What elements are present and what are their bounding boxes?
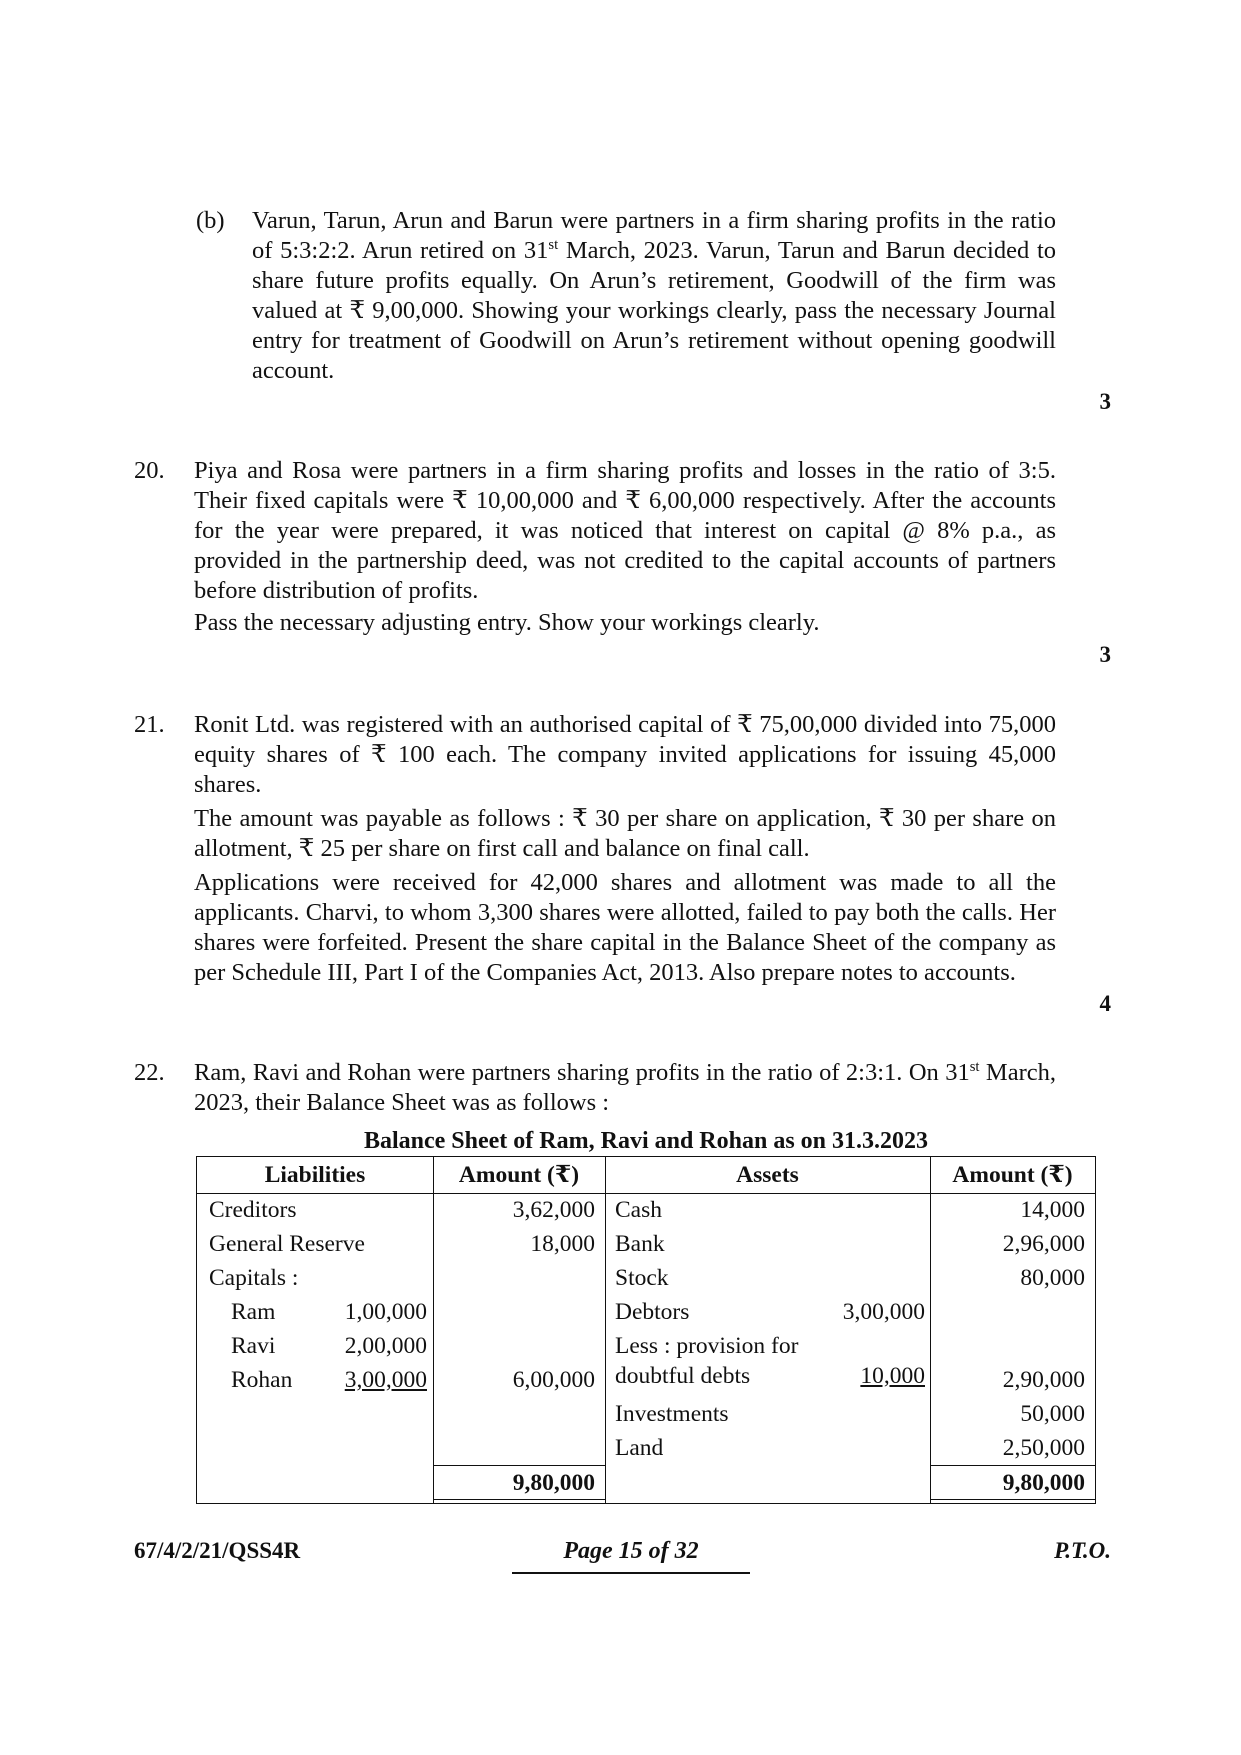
investments-amount: 50,000 xyxy=(1020,1401,1085,1427)
cash-amount: 14,000 xyxy=(1020,1197,1085,1223)
paragraph: Ronit Ltd. was registered with an authorised capital of ₹ 75,00,000 divided into 75,000 equity shares of ₹ 100 each. The company invited applications for issuing 45,000 shares. xyxy=(194,711,1056,798)
balance-sheet-table xyxy=(196,1156,1096,1504)
page-number: Page 15 of 32 xyxy=(563,1538,699,1564)
balance-sheet-title: Balance Sheet of Ram, Ravi and Rohan as on 31.3.2023 xyxy=(363,1128,929,1154)
liabilities-total: 9,80,000 xyxy=(512,1470,595,1496)
capitals-total: 6,00,000 xyxy=(512,1367,595,1393)
pto-label: P.T.O. xyxy=(1054,1538,1111,1563)
capitals-label: Capitals : xyxy=(209,1265,299,1291)
partner-name: Ram xyxy=(231,1299,276,1325)
question-text: Ram, Ravi and Rohan were partners sharing profits in the ratio of 2:3:1. On 31st March, 2023, their Balance Sheet was as follows : xyxy=(194,1058,1056,1116)
debtors-amount: 3,00,000 xyxy=(842,1299,925,1325)
doubtful-debts-label: doubtful debts xyxy=(615,1363,751,1389)
header-assets: Assets xyxy=(736,1162,799,1188)
marks-q19b: 3 xyxy=(1099,389,1111,414)
provision-amount: 10,000 xyxy=(860,1363,925,1389)
partner-name: Ravi xyxy=(231,1333,276,1359)
investments-label: Investments xyxy=(615,1401,729,1427)
paragraph: Piya and Rosa were partners in a firm sharing profits and losses in the ratio of 3:5. Their fixed capitals were ₹ 10,00,000 and ₹ 6,00,000 respectively. After the accounts for the year were prepared, it was noticed that interest on capital @ 8% p.a., as provided in the partnership deed, was not credited to the capital accounts of partners before distribution of profits. xyxy=(194,457,1056,604)
marks-q20: 3 xyxy=(1099,642,1111,667)
header-liabilities: Liabilities xyxy=(264,1162,366,1188)
creditors-label: Creditors xyxy=(209,1197,297,1223)
stock-amount: 80,000 xyxy=(1020,1265,1085,1291)
land-amount: 2,50,000 xyxy=(1002,1435,1085,1461)
partner-capital: 1,00,000 xyxy=(344,1299,427,1325)
cash-label: Cash xyxy=(615,1197,662,1223)
creditors-amount: 3,62,000 xyxy=(512,1197,595,1223)
paper-code: 67/4/2/21/QSS4R xyxy=(134,1538,301,1563)
net-debtors-amount: 2,90,000 xyxy=(1002,1367,1085,1393)
question-text xyxy=(194,456,1056,638)
question-number: 20. xyxy=(134,457,165,484)
stock-label: Stock xyxy=(615,1265,669,1291)
question-number: 21. xyxy=(134,711,165,738)
general-reserve-label: General Reserve xyxy=(209,1231,365,1257)
question-text: Varun, Tarun, Arun and Barun were partners in a firm sharing profits in the ratio of 5:3:2:2. Arun retired on 31st March, 2023. Varun, Tarun and Barun decided to share future profits equally. On Arun’s retirement, Goodwill of the firm was valued at ₹ 9,00,000. Showing your workings clearly, pass the necessary Journal entry for treatment of Goodwill on Arun’s retirement without opening goodwill account. xyxy=(252,207,1056,384)
partner-capital: 3,00,000 xyxy=(344,1367,427,1393)
land-label: Land xyxy=(615,1435,664,1461)
question-number: 22. xyxy=(134,1059,165,1086)
question-text xyxy=(194,710,1056,988)
partner-capital: 2,00,000 xyxy=(344,1333,427,1359)
provision-label: Less : provision for xyxy=(615,1333,799,1359)
question-number: (b) xyxy=(196,207,225,234)
bank-label: Bank xyxy=(615,1231,665,1257)
partner-name: Rohan xyxy=(231,1367,293,1393)
marks-q21: 4 xyxy=(1099,991,1111,1016)
debtors-label: Debtors xyxy=(615,1299,690,1325)
paragraph: Applications were received for 42,000 shares and allotment was made to all the applicants. Charvi, to whom 3,300 shares were allotted, failed to pay both the calls. Her shares were forfeited. Present the share capital in the Balance Sheet of the company as per Schedule III, Part I of the Companies Act, 2013. Also prepare notes to accounts. xyxy=(194,869,1056,986)
bank-amount: 2,96,000 xyxy=(1002,1231,1085,1257)
paragraph: Pass the necessary adjusting entry. Show your workings clearly. xyxy=(194,609,820,636)
header-amount: Amount (₹) xyxy=(458,1162,580,1188)
general-reserve-amount: 18,000 xyxy=(530,1231,595,1257)
header-amount: Amount (₹) xyxy=(952,1162,1073,1188)
assets-total: 9,80,000 xyxy=(1002,1470,1085,1496)
paragraph: The amount was payable as follows : ₹ 30 per share on application, ₹ 30 per share on allotment, ₹ 25 per share on first call and balance on final call. xyxy=(194,805,1056,862)
